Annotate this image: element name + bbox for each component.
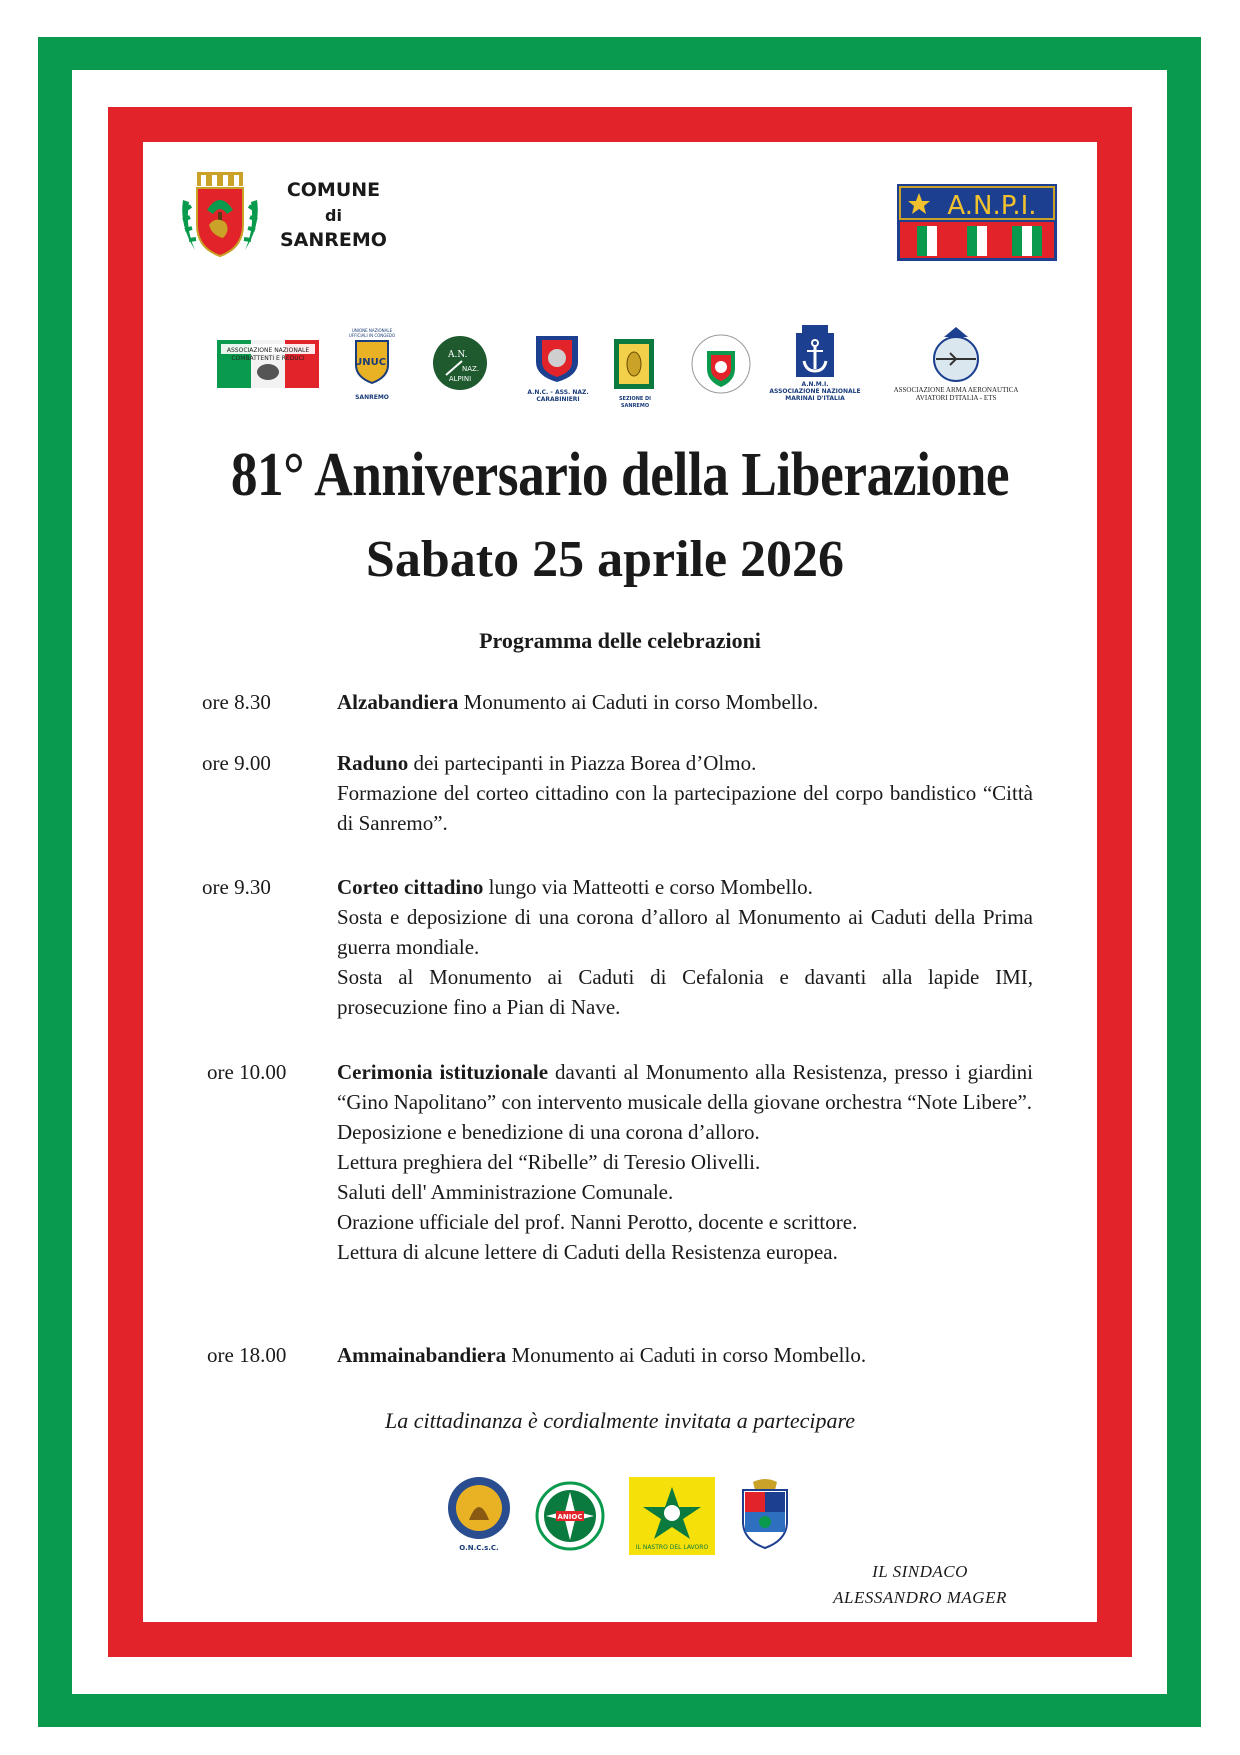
anpi-text: A.N.P.I. xyxy=(947,191,1037,221)
program-entry xyxy=(337,748,1033,838)
program-lead: Ammainabandiera xyxy=(337,1343,507,1367)
program-lead: Raduno xyxy=(337,751,409,775)
program-entry xyxy=(337,872,1033,1022)
program-line: Sosta al Monumento ai Caduti di Cefalonia e davanti alla lapide IMI, prosecuzione fino a Pian di Nave. xyxy=(337,965,1033,1019)
aeronautica-logo xyxy=(930,327,982,383)
program-time: ore 18.00 xyxy=(207,1343,287,1367)
anpi-logo xyxy=(897,184,1057,261)
signature-name: ALESSANDRO MAGER xyxy=(833,1588,1007,1607)
invitation-text: La cittadinanza è cordialmente invitata a partecipare xyxy=(384,1408,856,1433)
program-line: Monumento ai Caduti in corso Mombello. xyxy=(458,690,819,714)
comune-line2: di xyxy=(325,206,342,225)
comune-line3: SANREMO xyxy=(280,229,387,251)
oncsc-label: O.N.C.s.C. xyxy=(459,1544,499,1552)
carabinieri-label: A.N.C. - ASS. NAZ. CARABINIERI xyxy=(527,389,589,403)
program-entry xyxy=(337,1340,1033,1370)
program-time: ore 10.00 xyxy=(207,1060,287,1084)
crest-icon xyxy=(739,1478,791,1550)
anmi-short: A.N.M.I. xyxy=(801,381,829,388)
svg-text:UFFICIALI IN CONGEDO: UFFICIALI IN CONGEDO xyxy=(348,333,396,338)
ana-alpini-logo xyxy=(432,335,488,391)
program-line: Monumento ai Caduti in corso Mombello. xyxy=(506,1343,867,1367)
program-line: Saluti dell' Amministrazione Comunale. xyxy=(337,1180,674,1204)
comune-line1: COMUNE xyxy=(286,179,381,201)
program-line: lungo via Matteotti e corso Mombello. xyxy=(483,875,813,899)
program-entry xyxy=(337,687,1033,717)
anioc-label: ANIOC xyxy=(557,1513,583,1521)
guardia-finanza-logo xyxy=(612,337,656,395)
svg-text:UNUCI: UNUCI xyxy=(354,357,390,368)
anmi-name: ASSOCIAZIONE NAZIONALE MARINAI D'ITALIA xyxy=(769,388,861,402)
program-time: ore 9.00 xyxy=(202,751,271,775)
svg-text:A.N.: A.N. xyxy=(448,350,468,360)
signature-block xyxy=(820,1559,1020,1611)
program-line: Orazione ufficiale del prof. Nanni Perotto, docente e scrittore. xyxy=(337,1210,858,1234)
svg-text:UNIONE NAZIONALE: UNIONE NAZIONALE xyxy=(351,328,393,333)
unuci-logo xyxy=(348,327,396,387)
program-line: Formazione del corteo cittadino con la partecipazione del corpo bandistico “Città di Sanremo”. xyxy=(337,781,1033,835)
program-lead: Corteo cittadino xyxy=(337,875,484,899)
program-line: Sosta e deposizione di una corona d’alloro al Monumento ai Caduti della Prima guerra mondiale. xyxy=(337,905,1033,959)
program-line: dei partecipanti in Piazza Borea d’Olmo. xyxy=(408,751,757,775)
aeronautica-label: ASSOCIAZIONE ARMA AERONAUTICA AVIATORI D'ITALIA - ETS xyxy=(893,386,1019,402)
program-lead: Alzabandiera xyxy=(337,690,459,714)
anioc-logo xyxy=(536,1482,604,1550)
sezione-label: SEZIONE DI SANREMO xyxy=(618,396,652,409)
svg-text:ALPINI: ALPINI xyxy=(448,375,472,383)
comune-name xyxy=(280,178,387,253)
ancr-flag-logo xyxy=(217,340,319,388)
program-lead: Cerimonia istituzionale xyxy=(337,1060,549,1084)
svg-text:NAZ.: NAZ. xyxy=(462,365,480,373)
program-line: davanti al Monumento alla Resistenza, presso i giardini “Gino Napolitano” con intervento musicale della giovane orchestra “Note Libere”. xyxy=(337,1060,1033,1114)
nastro-label: IL NASTRO DEL LAVORO xyxy=(635,1544,709,1551)
svg-text:COMBATTENTI E REDUCI: COMBATTENTI E REDUCI xyxy=(231,355,305,362)
polizia-logo xyxy=(689,333,753,395)
program-time: ore 9.30 xyxy=(202,875,271,899)
anmi-label xyxy=(762,381,868,402)
program-line: Deposizione e benedizione di una corona d’alloro. xyxy=(337,1120,760,1144)
oncsc-logo xyxy=(447,1476,511,1540)
program-title: Programma delle celebrazioni xyxy=(479,628,761,653)
event-date: Sabato 25 aprile 2026 xyxy=(365,531,845,588)
comune-crest-icon xyxy=(175,170,265,262)
signature-role: IL SINDACO xyxy=(872,1562,968,1581)
anchor-icon xyxy=(794,325,836,377)
unuci-label: SANREMO xyxy=(355,394,389,401)
svg-text:ASSOCIAZIONE NAZIONALE: ASSOCIAZIONE NAZIONALE xyxy=(226,347,310,354)
page-title: 81° Anniversario della Liberazione xyxy=(230,441,1010,509)
program-time: ore 8.30 xyxy=(202,690,271,714)
carabinieri-logo xyxy=(532,332,582,384)
nastro-lavoro-logo xyxy=(629,1477,715,1555)
program-entry xyxy=(337,1057,1033,1267)
program-line: Lettura preghiera del “Ribelle” di Teresio Olivelli. xyxy=(337,1150,761,1174)
program-line: Lettura di alcune lettere di Caduti della Resistenza europea. xyxy=(337,1240,838,1264)
